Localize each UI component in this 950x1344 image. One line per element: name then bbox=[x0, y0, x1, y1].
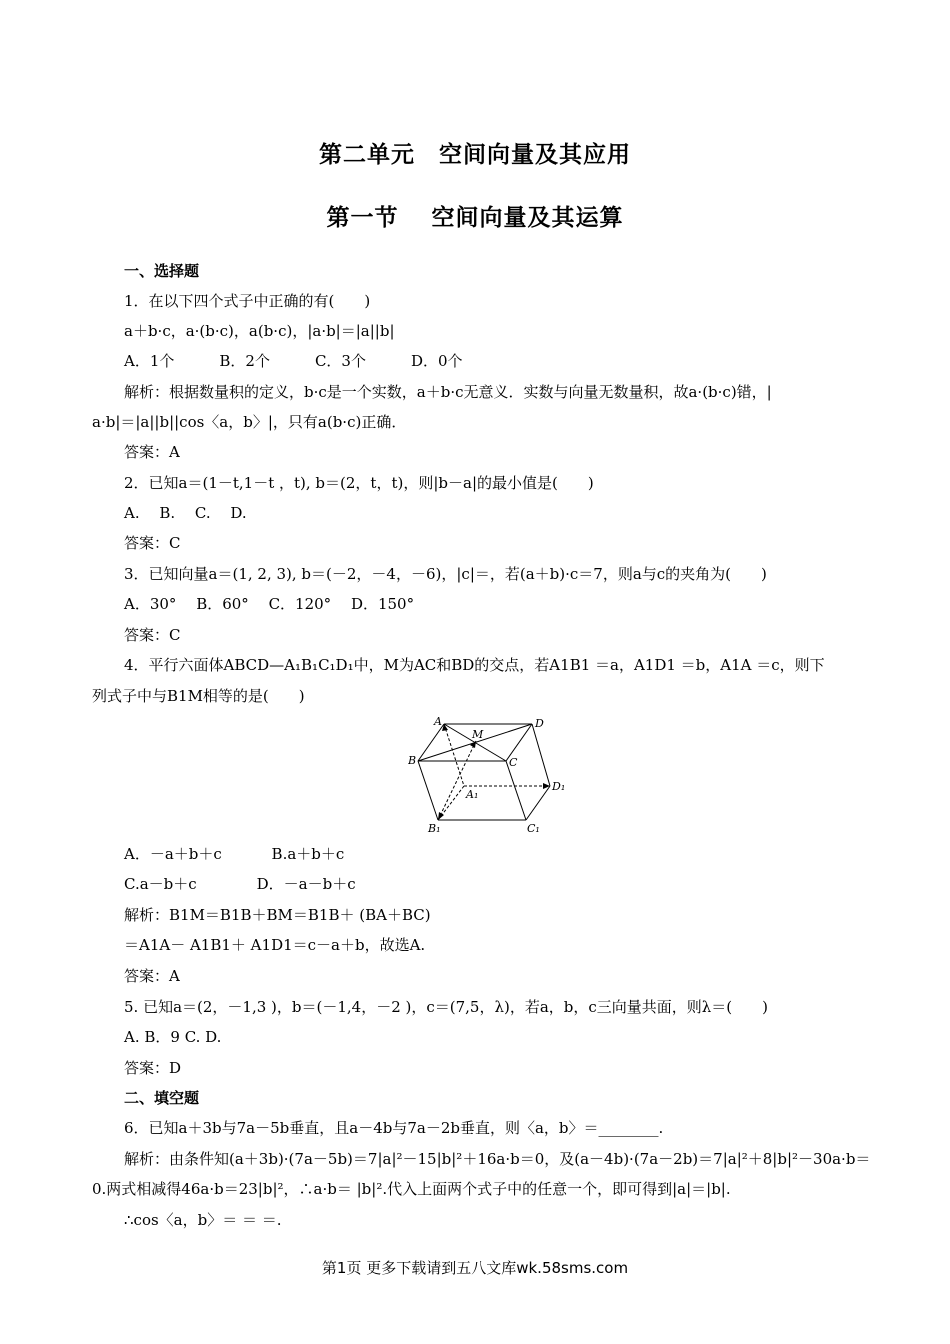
q1-analysis-line2: a·b|＝|a||b||cos〈a，b〉|，只有a(b·c)正确． bbox=[92, 413, 407, 431]
label-d1: D₁ bbox=[552, 780, 566, 793]
q1-expressions: a＋b·c，a·(b·c)，a(b·c)，|a·b|＝|a||b| bbox=[124, 322, 395, 340]
unit-title: 第二单元 空间向量及其应用 bbox=[319, 142, 631, 168]
edge-ab bbox=[418, 724, 444, 761]
label-c: C bbox=[509, 756, 518, 769]
parallelepiped-figure bbox=[408, 714, 568, 834]
q6-analysis-line1: 解析：由条件知(a＋3b)·(7a－5b)＝7|a|²－15|b|²＋16a·b＝0，及(a－4b)·(7a－2b)＝7|a|²＋8|b|²－30a·b＝ bbox=[124, 1150, 871, 1168]
q6-analysis-line3: ∴cos〈a，b〉＝ ＝ ＝. bbox=[124, 1211, 282, 1229]
edge-aa1-hidden bbox=[444, 724, 464, 786]
q4-stem-line1: 4．平行六面体ABCD—A₁B₁C₁D₁中，M为AC和BD的交点，若A1B1 ＝a，A1D1 ＝b，A1A ＝c，则下 bbox=[124, 656, 825, 674]
q5-answer: 答案：D bbox=[124, 1059, 182, 1077]
label-m: M bbox=[472, 728, 484, 741]
q4-stem-line2: 列式子中与B1M相等的是( ) bbox=[92, 687, 305, 705]
label-a: A bbox=[434, 715, 442, 728]
q2-options: A. B. C. D. bbox=[124, 504, 247, 522]
q1-analysis-line1: 解析：根据数量积的定义，b·c是一个实数，a＋b·c无意义．实数与向量无数量积，故a·(b·c)错，| bbox=[124, 383, 772, 401]
label-b1: B₁ bbox=[428, 822, 441, 834]
label-c1: C₁ bbox=[527, 822, 540, 834]
arrow-head-b1 bbox=[438, 812, 444, 820]
q3-answer: 答案：C bbox=[124, 626, 181, 644]
section-title: 第一节 空间向量及其运算 bbox=[326, 205, 624, 231]
label-b: B bbox=[408, 754, 417, 767]
label-a1: A₁ bbox=[466, 788, 479, 801]
q6-analysis-line2: 0.两式相减得46a·b＝23|b|²，∴a·b＝ |b|².代入上面两个式子中的任意一个，即可得到|a|＝|b|. bbox=[92, 1180, 731, 1198]
q5-stem: 5. 已知a＝(2，－1,3 )，b＝(－1,4，－2 )，c＝(7,5，λ)，若a，b，c三向量共面，则λ＝( ) bbox=[124, 998, 768, 1016]
q1-stem: 1．在以下四个式子中正确的有( ) bbox=[124, 292, 371, 310]
q6-stem: 6．已知a＋3b与7a－5b垂直，且a－4b与7a－2b垂直，则〈a，b〉＝________. bbox=[124, 1119, 664, 1137]
q4-answer: 答案：A bbox=[124, 967, 180, 985]
section-heading-choice: 一、选择题 bbox=[124, 262, 200, 280]
q4-options-cd: C.a－b＋c D．－a－b＋c bbox=[124, 875, 356, 893]
q4-analysis-line1: 解析：B1M＝B1B＋BM＝B1B＋ (BA＋BC) bbox=[124, 906, 431, 924]
edge-c1d1 bbox=[526, 786, 550, 820]
edge-bb1 bbox=[418, 761, 438, 820]
page-footer: 第1页 更多下载请到五八文库wk.58sms.com bbox=[321, 1259, 629, 1277]
q2-answer: 答案：C bbox=[124, 534, 181, 552]
section-heading-fill: 二、填空题 bbox=[124, 1089, 200, 1107]
edge-cc1 bbox=[506, 761, 526, 820]
edge-dd1 bbox=[532, 724, 550, 786]
q3-options: A．30° B．60° C．120° D．150° bbox=[124, 595, 415, 613]
q4-options-ab: A．－a＋b＋c B.a＋b＋c bbox=[124, 845, 345, 863]
label-d: D bbox=[535, 717, 544, 730]
q1-options: A．1个 B．2个 C．3个 D．0个 bbox=[124, 352, 463, 370]
q4-analysis-line2: ＝A1A－ A1B1＋ A1D1＝c－a＋b，故选A. bbox=[124, 936, 426, 954]
q3-stem: 3．已知向量a＝(1, 2, 3), b＝(－2，－4，－6)，|c|＝，若(a＋b)·c＝7，则a与c的夹角为( ) bbox=[124, 565, 767, 583]
q5-options: A. B．9 C. D. bbox=[124, 1028, 222, 1046]
q1-answer: 答案：A bbox=[124, 443, 180, 461]
q2-stem: 2．已知a＝(1－t,1－t ，t), b＝(2，t，t)，则|b－a|的最小值是( ) bbox=[124, 474, 594, 492]
